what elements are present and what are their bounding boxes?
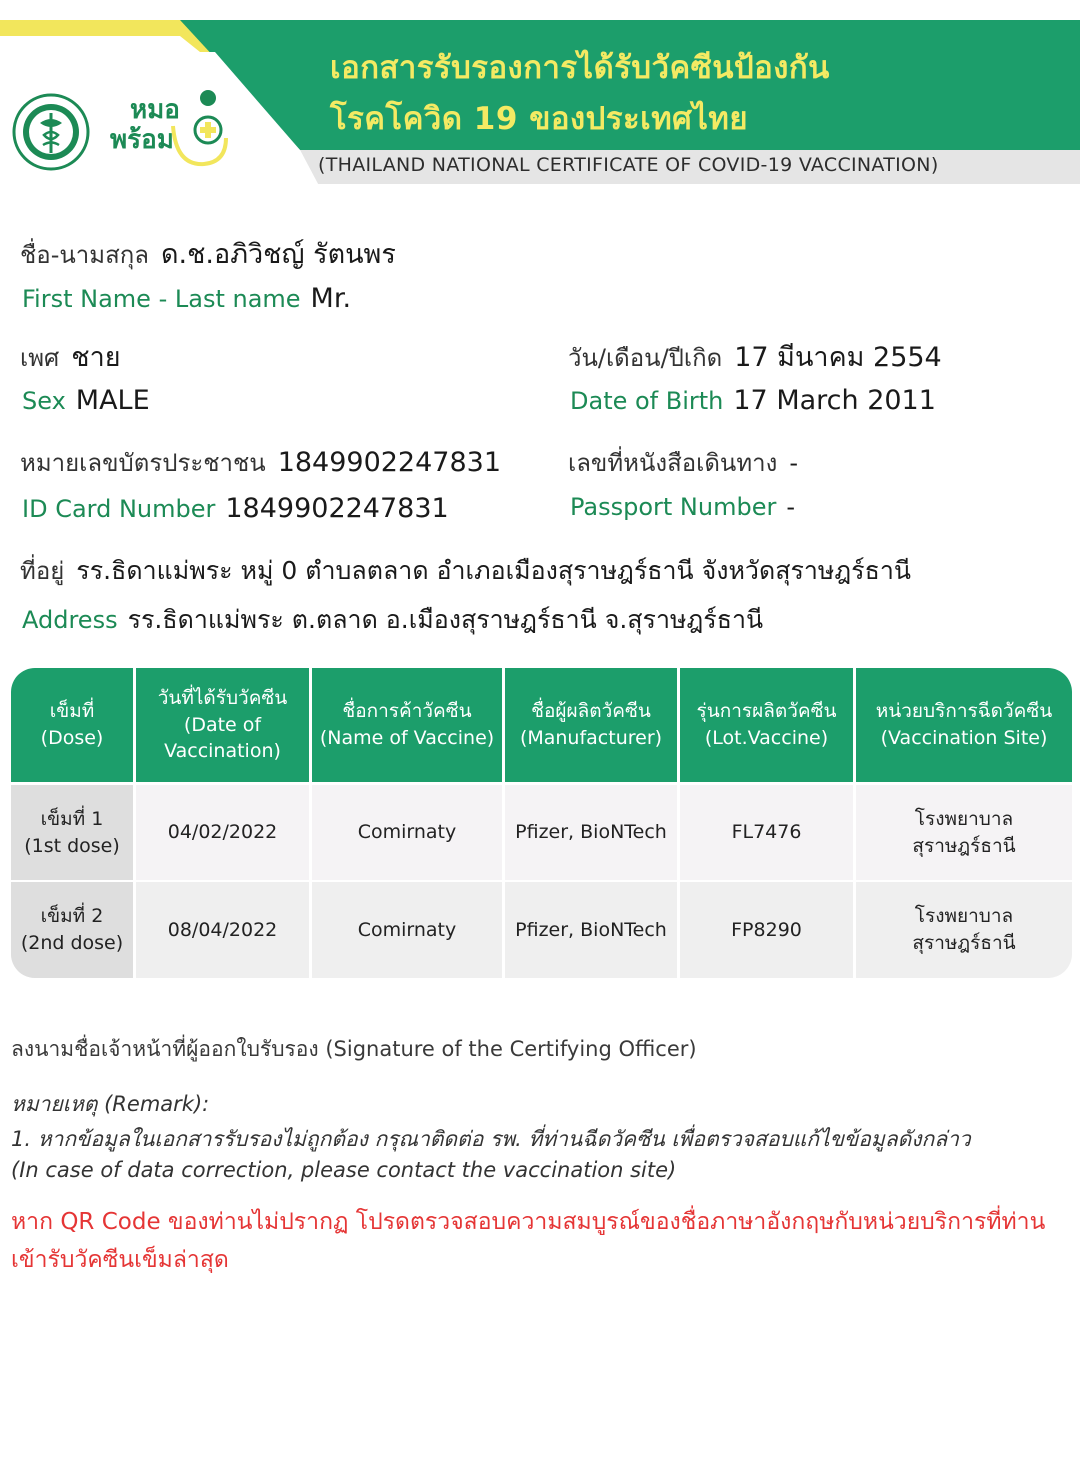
title-thai-line2: โรคโควิด 19 ของประเทศไทย [330, 101, 749, 137]
vaccine-cell: Comirnaty [312, 882, 505, 978]
header-date-thai: วันที่ได้รับวัคซีน [157, 687, 288, 710]
sex-label-english: Sex [22, 387, 66, 415]
remark-line-2: (In case of data correction, please contact the vaccination site) [11, 1158, 677, 1182]
dob-label-english: Date of Birth [570, 387, 724, 415]
header-manufacturer-thai: ชื่อผู้ผลิตวัคซีน [531, 700, 651, 723]
passport-value-thai: - [789, 449, 799, 477]
site-line2: สุราษฎร์ธานี [912, 932, 1016, 954]
vaccination-table [11, 668, 1072, 978]
site-cell [856, 882, 1072, 978]
header-dose-thai: เข็มที่ [49, 700, 95, 723]
header-vaccine-name [312, 668, 505, 782]
id-label-english: ID Card Number [22, 495, 216, 523]
dob-value-thai: 17 มีนาคม 2554 [734, 342, 942, 373]
address-english-row [22, 600, 763, 640]
header-manufacturer-english: (Manufacturer) [519, 727, 663, 749]
id-english-row [22, 493, 449, 524]
title-thai-line1: เอกสารรับรองการได้รับวัคซีนป้องกัน [330, 50, 830, 86]
site-line2: สุราษฎร์ธานี [912, 834, 1016, 857]
passport-value-english: - [786, 493, 796, 521]
header-manufacturer [505, 668, 680, 782]
passport-label-english: Passport Number [570, 493, 777, 521]
header-vaccine-english: (Name of Vaccine) [319, 727, 495, 749]
sex-value-english: MALE [75, 385, 150, 416]
sex-value-thai: ชาย [71, 342, 121, 373]
dose-cell [11, 882, 136, 978]
qr-warning-text: หาก QR Code ของท่านไม่ปรากฏ โปรดตรวจสอบความสมบูรณ์ของชื่อภาษาอังกฤษกับหน่วยบริการที่ท่านเข้ารับวัคซีนเข็มล่าสุด [11, 1209, 1046, 1273]
ministry-seal-icon [12, 93, 90, 171]
address-label-english: Address [22, 606, 118, 634]
header-date-english-2: Vaccination) [164, 740, 281, 763]
name-thai-row [20, 232, 396, 275]
title-english: (THAILAND NATIONAL CERTIFICATE OF COVID-19 VACCINATION) [318, 154, 939, 176]
sex-label-thai: เพศ [20, 344, 60, 372]
dose-cell [11, 785, 136, 880]
header-dose-english: (Dose) [40, 727, 104, 749]
header-site [856, 668, 1072, 782]
dob-label-thai: วัน/เดือน/ปีเกิด [568, 344, 723, 372]
name-english-row [22, 283, 351, 314]
manufacturer-cell: Pfizer, BioNTech [505, 882, 680, 978]
sex-english-row [22, 385, 150, 416]
dob-thai-row [568, 335, 942, 378]
date-cell: 08/04/2022 [136, 882, 312, 978]
header-lot-english: (Lot.Vaccine) [704, 727, 829, 749]
lot-cell: FL7476 [680, 785, 856, 880]
name-value-english: Mr. [310, 283, 352, 314]
header-vaccine-thai: ชื่อการค้าวัคซีน [342, 700, 472, 723]
signature-line: ลงนามชื่อเจ้าหน้าที่ผู้ออกใบรับรอง (Signature of the Certifying Officer) [11, 1037, 697, 1061]
id-thai-row [20, 443, 501, 482]
name-value-thai: ด.ช.อภิวิชญ์ รัตนพร [160, 239, 396, 270]
header-lot [680, 668, 856, 782]
dob-value-english: 17 March 2011 [733, 385, 936, 416]
lot-cell: FP8290 [680, 882, 856, 978]
id-value-thai: 1849902247831 [277, 447, 502, 478]
dose-english: (2nd dose) [20, 932, 124, 954]
svg-text:หมอ: หมอ [130, 95, 180, 125]
date-cell: 04/02/2022 [136, 785, 312, 880]
name-label-english: First Name - Last name [22, 285, 301, 313]
remark-title: หมายเหตุ (Remark): [11, 1092, 210, 1116]
address-value-thai: รร.ธิดาแม่พระ หมู่ 0 ตำบลตลาด อำเภอเมืองสุราษฎร์ธานี จังหวัดสุราษฎร์ธานี [76, 556, 912, 585]
manufacturer-cell: Pfizer, BioNTech [505, 785, 680, 880]
site-cell [856, 785, 1072, 880]
table-header-row [11, 668, 1072, 782]
dose-thai: เข็มที่ 1 [40, 807, 104, 830]
header-date-english: (Date of [183, 713, 262, 736]
address-thai-row [20, 551, 911, 591]
address-value-english: รร.ธิดาแม่พระ ต.ตลาด อ.เมืองสุราษฎร์ธานี จ.สุราษฎร์ธานี [127, 605, 764, 634]
header-dose [11, 668, 136, 782]
certificate-header [0, 0, 1080, 200]
site-line1: โรงพยาบาล [914, 905, 1014, 928]
dose-english: (1st dose) [24, 834, 120, 857]
header-site-thai: หน่วยบริการฉีดวัคซีน [875, 700, 1053, 723]
sex-thai-row [20, 335, 121, 378]
passport-english-row [570, 493, 795, 521]
vaccine-cell: Comirnaty [312, 785, 505, 880]
header-site-english: (Vaccination Site) [880, 727, 1048, 749]
site-line1: โรงพยาบาล [914, 807, 1014, 830]
passport-thai-row [568, 443, 798, 482]
table-row [11, 785, 1072, 880]
id-label-thai: หมายเลขบัตรประชาชน [20, 449, 266, 477]
header-date [136, 668, 312, 782]
name-label-thai: ชื่อ-นามสกุล [20, 241, 149, 269]
table-row [11, 882, 1072, 978]
remark-line-1: 1. หากข้อมูลในเอกสารรับรองไม่ถูกต้อง กรุณาติดต่อ รพ. ที่ท่านฉีดวัคซีน เพื่อตรวจสอบแก้ไขข้อมูลดังกล่าว [11, 1127, 971, 1151]
id-value-english: 1849902247831 [225, 493, 449, 524]
dose-thai: เข็มที่ 2 [40, 905, 104, 928]
header-lot-thai: รุ่นการผลิตวัคซีน [696, 700, 837, 723]
passport-label-thai: เลขที่หนังสือเดินทาง [568, 449, 778, 477]
svg-text:พร้อม: พร้อม [110, 125, 174, 155]
dob-english-row [570, 385, 936, 416]
mor-prom-logo-icon [108, 86, 233, 181]
address-label-thai: ที่อยู่ [20, 557, 65, 585]
